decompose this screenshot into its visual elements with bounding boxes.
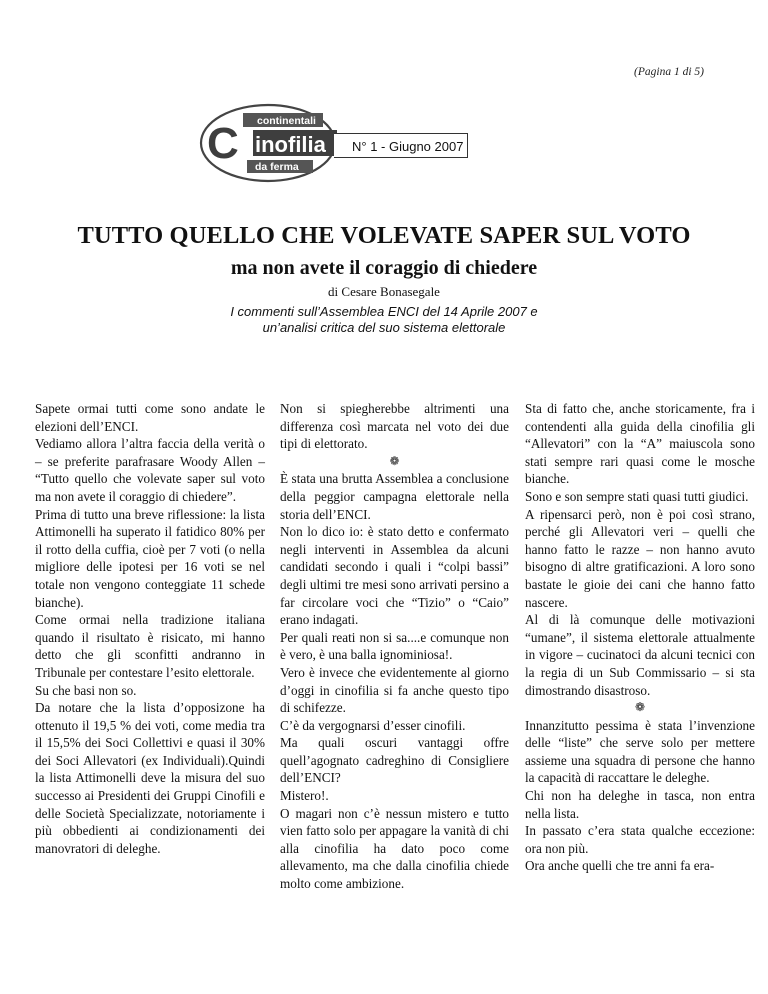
abstract-line: un’analisi critica del suo sistema elettorale	[262, 320, 506, 335]
text-column-2	[280, 400, 509, 893]
paragraph: Sapete ormai tutti come sono andate le elezioni dell’ENCI.	[35, 401, 265, 434]
svg-text:continentali: continentali	[257, 115, 316, 127]
paragraph: Al di là comunque delle motivazioni “umane”, il sistema elettorale attualmente in vigore – cucinatoci da alcuni tecnici con la regia di un Sub Commissario – si sta dimostrando disastroso.	[525, 612, 755, 698]
paragraph: Vero è invece che evidentemente al giorno d’oggi in cinofilia si fa anche questo tipo di schifezze.	[280, 664, 509, 716]
paragraph: Prima di tutto una breve riflessione: la lista Attimonelli ha superato il fatidico 80% per il rotto della cuffia, cioè per 7 voti (o nella migliore delle ipotesi per 16 voti se nel totale non vengono conteggiate 11 schede bianche).	[35, 506, 265, 610]
paragraph: C’è da vergognarsi d’esser cinofili.	[280, 717, 466, 733]
article-abstract	[200, 304, 568, 336]
svg-text:da ferma: da ferma	[255, 161, 299, 173]
cinofilia-logo	[197, 102, 339, 184]
paragraph: Ma quali oscuri vantaggi offre quell’agognato cadreghino di Consigliere dell’ENCI?	[280, 735, 509, 786]
issue-label: N° 1 - Giugno 2007	[334, 133, 468, 158]
svg-text:inofilia: inofilia	[255, 132, 326, 157]
text-column-1	[35, 400, 265, 857]
article-subtitle: ma non avete il coraggio di chiedere	[230, 257, 538, 279]
article-title: TUTTO QUELLO CHE VOLEVATE SAPER SUL VOTO	[77, 222, 691, 249]
paragraph: Mistero!.	[280, 788, 329, 804]
paragraph: Chi non ha deleghe in tasca, non entra nella lista.	[525, 788, 755, 821]
ornament-icon: ❁	[389, 453, 400, 468]
paragraph: Vediamo allora l’altra faccia della verità o – se preferite parafrasare Woody Allen – “Tutto quello che volevate saper sul voto ma non avete il coraggio di chiedere”.	[35, 436, 265, 504]
text-column-3	[525, 400, 755, 875]
paragraph: Non si spiegherebbe altrimenti una differenza così marcata nel voto dei due tipi di elettorato.	[280, 401, 509, 452]
paragraph: È stata una brutta Assemblea a conclusione della peggior campagna elettorale nella storia dell’ENCI.	[280, 471, 509, 522]
svg-text:C: C	[207, 119, 239, 168]
paragraph: Non lo dico io: è stato detto e confermato negli interventi in Assemblea da alcuni candidati secondo i quali i “colpi bassi” degli ultimi tre mesi sono arrivati persino a far circolare voci che “Tizio” o “Caio” erano indagati.	[280, 524, 509, 628]
paragraph: Da notare che la lista d’opposizone ha ottenuto il 19,5 % dei voti, come media tra il 15,5% dei Soci Collettivi e quasi il 30% dei Soci Allevatori (ex Individuali).Quindi la lista Attimonelli deve la misura del suo successo ai Presidenti dei Gruppi Cinofili e delle Società Specializzate, notoriamente i più obbedienti ai condizionamenti dei manovratori di deleghe.	[35, 700, 265, 856]
page-indicator: (Pagina 1 di 5)	[634, 66, 704, 78]
paragraph: Su che basi non so.	[35, 682, 137, 698]
paragraph: Sta di fatto che, anche storicamente, fra i contendenti alla guida della cinofilia gli “Allevatori” con la “A” maiuscola sono stati sempre rari quasi come le mosche bianche.	[525, 401, 755, 487]
paragraph: Sono e son sempre stati quasi tutti giudici.	[525, 488, 749, 504]
paragraph: Come ormai nella tradizione italiana quando il risultato è risicato, mi hanno detto che gli sconfitti andranno in Tribunale per contestare l’esito elettorale.	[35, 612, 265, 680]
paragraph: A ripensarci però, non è poi così strano, perché gli Allevatori veri – quelli che hanno fatto le razze – non hanno avuto bisogno di altre gratificazioni. A loro sono bastate le gioie dei cani che hanno fatto nascere.	[525, 506, 755, 610]
paragraph: Per quali reati non si sa....e comunque non è vero, è una balla ignominiosa!.	[280, 629, 509, 663]
abstract-line: I commenti sull’Assemblea ENCI del 14 Aprile 2007 e	[230, 304, 538, 319]
paragraph: In passato c’era stata qualche eccezione: ora non più.	[525, 823, 755, 856]
paragraph: Innanzitutto pessima è stata l’invenzione delle “liste” che serve solo per mettere assieme una squadra di persone che hanno la capacità di raccattare le deleghe.	[525, 717, 755, 786]
paragraph: Ora anche quelli che tre anni fa era-	[525, 858, 715, 874]
paragraph: O magari non c’è nessun mistero e tutto vien fatto solo per appagare la vanità di chi alla cinofilia ha dato poco come allevamento, ma che dalla cinofilia chiede molto come ambizione.	[280, 805, 509, 892]
ornament-icon: ❁	[634, 700, 646, 715]
article-author: di Cesare Bonasegale	[328, 284, 440, 299]
